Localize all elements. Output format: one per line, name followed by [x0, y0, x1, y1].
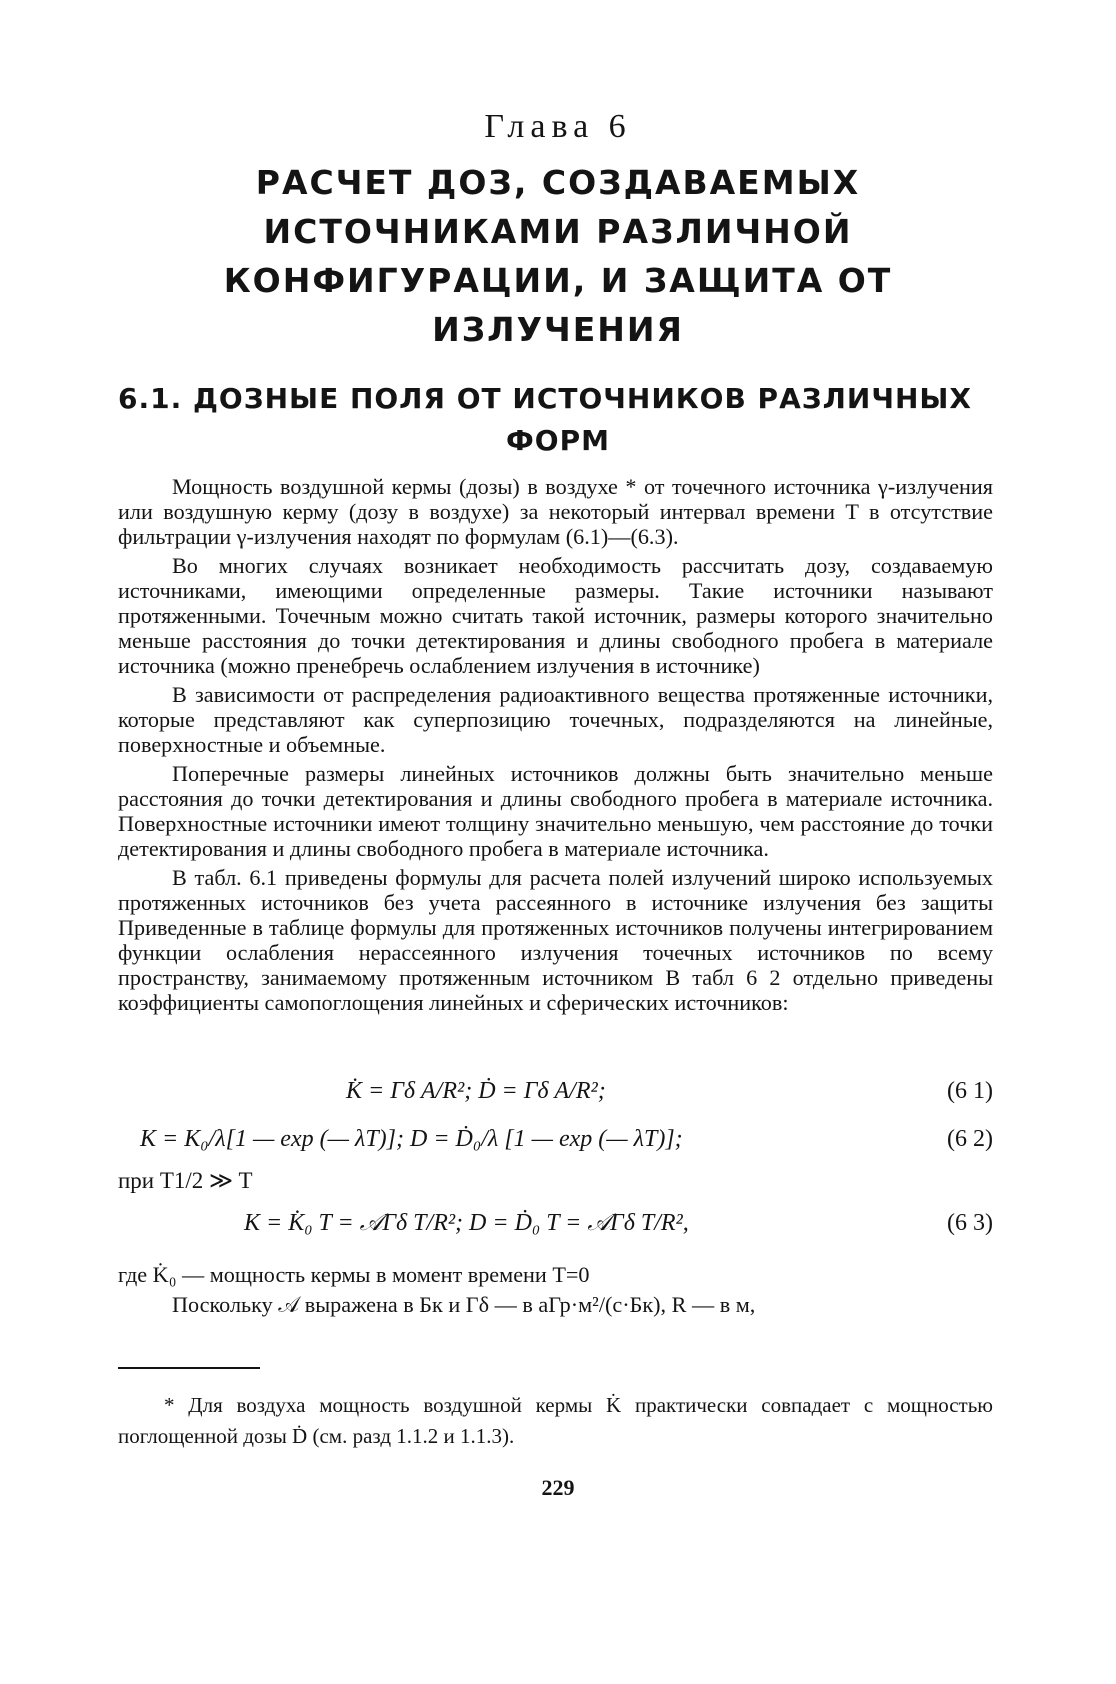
- chapter-title-line: ИЗЛУЧЕНИЯ: [432, 310, 684, 349]
- formula-number: (6 1): [947, 1078, 993, 1104]
- section-title-line: ФОРМ: [506, 424, 610, 457]
- formula-number: (6 3): [947, 1210, 993, 1236]
- paragraph: В табл. 6.1 приведены формулы для расчета полей излучений широко используемых протяженных источников без учета рассеянного в источнике излучения без защиты Приведенные в таблице формулы для протяженных источников получены интегрированием функции ослабления нерассеянного излучения точечных источников по всему пространству, занимаемому протяженным источником В табл 6 2 отдельно приведены коэффициенты самопоглощения линейных и сферических источников:: [118, 865, 993, 1015]
- chapter-title: [158, 158, 958, 354]
- formula-6-2: [118, 1126, 993, 1166]
- after-formulas-text: [118, 1260, 993, 1320]
- formula-expression: K = K₀/λ[1 — exp (— λT)]; D = Ḋ₀/λ [1 — exp (— λT)];: [140, 1126, 683, 1152]
- where-line: где K̇₀ — мощность кермы в момент времени T=0: [118, 1262, 590, 1287]
- formula-6-1: [118, 1078, 993, 1118]
- paragraph: Во многих случаях возникает необходимость рассчитать дозу, создаваемую источниками, имеющими определенные размеры. Такие источники называют протяженными. Точечным можно считать такой источник, размеры которого значительно меньше расстояния до точки детектирования и длины свободного пробега в материале источника (можно пренебречь ослаблением излучения в источнике): [118, 553, 993, 678]
- formula-number: (6 2): [947, 1126, 993, 1152]
- chapter-title-line: КОНФИГУРАЦИИ, И ЗАЩИТА ОТ: [223, 261, 893, 300]
- body-text: [118, 474, 993, 1019]
- section-title: [118, 378, 998, 462]
- formula-expression: K̇ = Γδ A/R²; Ḋ = Γδ A/R²;: [346, 1078, 606, 1104]
- chapter-title-line: ИСТОЧНИКАМИ РАЗЛИЧНОЙ: [263, 212, 853, 251]
- chapter-label: Глава 6: [484, 108, 632, 145]
- paragraph: В зависимости от распределения радиоактивного вещества протяженные источники, которые представляют как суперпозицию точечных, подразделяются на линейные, поверхностные и объемные.: [118, 682, 993, 757]
- paragraph: Мощность воздушной кермы (дозы) в воздухе * от точечного источника γ-излучения или воздушную керму (дозу в воздухе) за некоторый интервал времени T в отсутствие фильтрации γ-излучения находят по формулам (6.1)—(6.3).: [118, 474, 993, 549]
- formula-condition: при T1/2 ≫ T: [118, 1168, 253, 1193]
- footnote-text: * Для воздуха мощность воздушной кермы K̇ практически совпадает с мощностью поглощенной дозы Ḋ (см. разд 1.1.2 и 1.1.3).: [118, 1393, 993, 1448]
- section-title-line: 6.1. ДОЗНЫЕ ПОЛЯ ОТ ИСТОЧНИКОВ РАЗЛИЧНЫХ: [118, 382, 972, 415]
- footnote: [118, 1390, 993, 1452]
- chapter-title-line: РАСЧЕТ ДОЗ, СОЗДАВАЕМЫХ: [255, 163, 861, 202]
- formula-expression: K = K̇₀ T = 𝒜Γδ T/R²; D = Ḋ₀ T = 𝒜Γδ T/R²,: [244, 1210, 689, 1236]
- paragraph: Поперечные размеры линейных источников должны быть значительно меньше расстояния до точки детектирования и длины свободного пробега в материале источника. Поверхностные источники имеют толщину значительно меньшую, чем расстояние до точки детектирования и длины свободного пробега в материале источника.: [118, 761, 993, 861]
- page-number: 229: [541, 1475, 575, 1500]
- formula-6-3: [118, 1210, 993, 1250]
- footnote-divider: [118, 1367, 260, 1369]
- since-line: Поскольку 𝒜 выражена в Бк и Γδ — в аГр·м²/(с·Бк), R — в м,: [172, 1292, 756, 1317]
